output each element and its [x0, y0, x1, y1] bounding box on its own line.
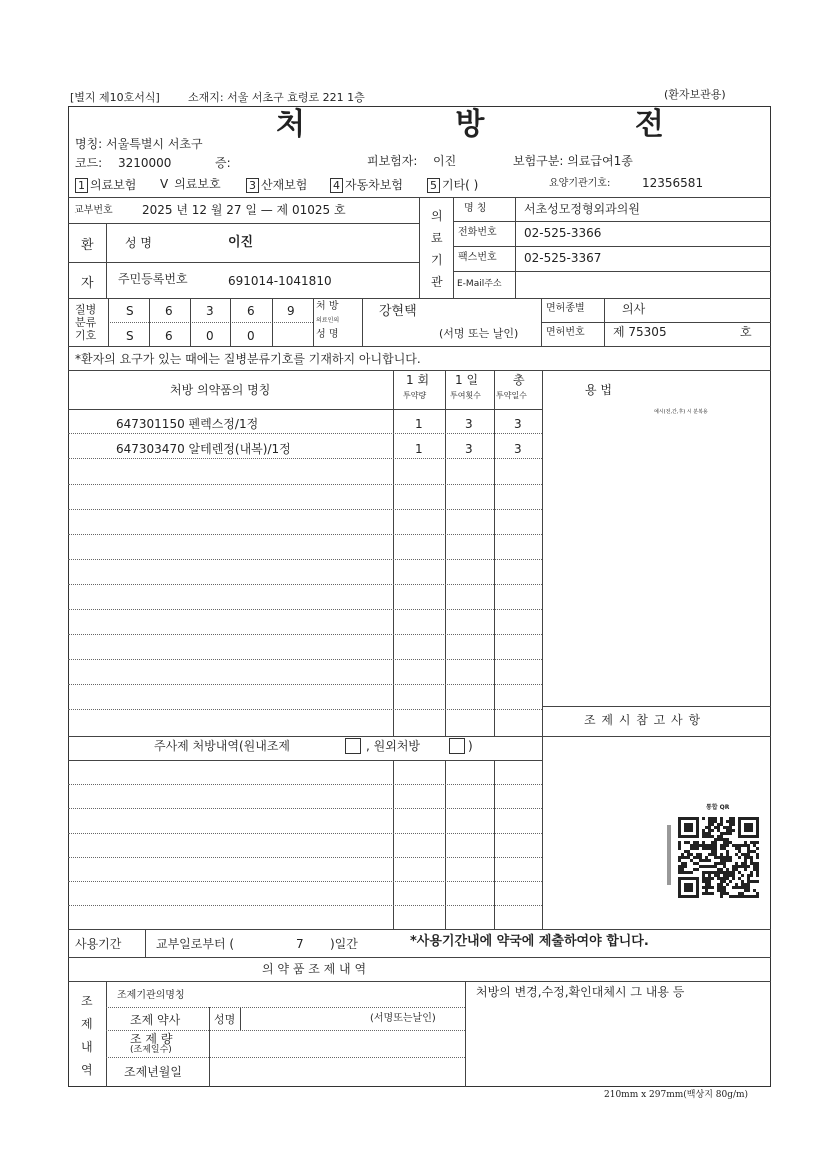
dispense-section-char-1: 조	[81, 994, 93, 1008]
insurance-option-2	[160, 178, 221, 190]
care-code-label: 요양기관기호:	[549, 178, 611, 189]
rx-col-dose-sub: 투약량	[403, 391, 427, 400]
institution-name-label: 명 칭	[464, 203, 487, 214]
dispense-section-char-2: 제	[81, 1017, 93, 1031]
pharmacist-label: 조제 약사	[130, 1013, 181, 1027]
license-number: 제 75305	[613, 325, 667, 339]
disease-label-2: 분류	[75, 316, 97, 329]
rx-col-days: 총	[513, 373, 525, 387]
dispense-title: 의 약 품 조 제 내 역	[262, 962, 367, 976]
option-number-box: 3	[246, 178, 259, 193]
rrn-value: 691014-1041810	[228, 274, 332, 288]
rx-col-freq-sub: 투여횟수	[450, 391, 481, 400]
dispense-org-label: 조제기관의명칭	[117, 990, 185, 1001]
form-title: 처 방 전	[276, 107, 734, 142]
qty-label: 조 제 량	[130, 1032, 173, 1046]
copy-type-label: (환자보관용)	[664, 88, 726, 101]
insurance-option-4	[330, 178, 403, 193]
doctor-sign-note: (서명 또는 날인)	[439, 327, 519, 340]
patient-name: 이진	[228, 235, 254, 250]
license-type: 의사	[622, 302, 646, 316]
rx-col-freq: 1 일	[455, 373, 479, 387]
disease-label-1: 질병	[75, 303, 97, 316]
option-label: 기타( )	[442, 178, 479, 192]
disease-code-char: 9	[287, 304, 295, 318]
dispensing-note-label: 조 제 시 참 고 사 항	[584, 713, 702, 727]
period-text-pre: 교부일로부터 (	[156, 937, 235, 951]
period-label: 사용기간	[75, 937, 122, 951]
option-number-box: 5	[427, 178, 440, 193]
care-code: 12356581	[642, 176, 704, 190]
paper-spec: 210mm x 297mm(백상지 80g/m)	[604, 1090, 749, 1100]
disease-code-char: 3	[206, 304, 214, 318]
dispense-date-label: 조제년월일	[124, 1065, 182, 1079]
option-label: 산재보험	[261, 178, 308, 192]
issue-number: 2025 년 12 월 27 일 — 제 01025 호	[142, 203, 346, 217]
institution-section-char-4: 관	[431, 275, 443, 289]
option-label: 의료보험	[90, 178, 137, 192]
rx-usage-example: 예시(전,간,후) 시 분복용	[654, 409, 708, 415]
doctor-label-bottom: 성 명	[316, 329, 339, 340]
fax-label: 팩스번호	[458, 252, 497, 263]
rx-row-freq: 3	[465, 442, 473, 456]
qty-sub-label: (조제일수)	[130, 1045, 172, 1055]
disease-code-char: S	[126, 304, 134, 318]
rx-row-freq: 3	[465, 417, 473, 431]
institution-section-char-1: 의	[431, 209, 443, 223]
disease-code-char: 0	[206, 329, 214, 343]
disease-code-notice: *환자의 요구가 있는 때에는 질병분류기호를 기재하지 아니합니다.	[75, 352, 421, 366]
option-label: 의료보호	[174, 177, 221, 191]
rx-col-name: 처방 의약품의 명칭	[170, 383, 271, 397]
dispense-section-char-3: 내	[81, 1040, 93, 1054]
dispense-section-char-4: 역	[81, 1063, 93, 1077]
injection-label-2: , 원외처방	[366, 739, 420, 753]
injection-label: 주사제 처방내역(원내조제	[154, 739, 291, 753]
disease-code-char: 6	[165, 304, 173, 318]
period-notice: *사용기간내에 약국에 제출하여야 합니다.	[410, 934, 649, 949]
injection-label-3: )	[468, 739, 473, 753]
insurance-option-5	[427, 178, 478, 193]
disease-label-3: 기호	[75, 329, 97, 342]
issuer-code: 3210000	[118, 156, 172, 170]
patient-section-label-2: 자	[81, 276, 94, 291]
qr-code-icon	[666, 815, 762, 899]
insured-name: 이진	[433, 154, 457, 168]
location-text: 소재지: 서울 서초구 효령로 221 1층	[188, 91, 365, 104]
option-number-box: 4	[330, 178, 343, 193]
disease-code-char: 6	[247, 304, 255, 318]
rx-row-name: 647301150 펜렉스정/1정	[116, 417, 259, 431]
fax-number: 02-525-3367	[524, 251, 602, 265]
rrn-label: 주민등록번호	[118, 272, 188, 286]
option-label: 자동차보험	[345, 178, 403, 192]
institution-name: 서초성모정형외과의원	[524, 202, 640, 216]
rx-row-days: 3	[514, 417, 522, 431]
phone-label: 전화번호	[458, 227, 497, 238]
sign-label: 성명	[214, 1013, 236, 1026]
patient-name-label: 성 명	[125, 236, 152, 250]
in-house-checkbox[interactable]	[345, 738, 361, 754]
option-number-box: 1	[75, 178, 88, 193]
doctor-label-mid: 의료인의	[316, 317, 340, 324]
doctor-name: 강현택	[379, 304, 417, 319]
rx-col-usage: 용 법	[585, 383, 612, 397]
jeung-label: 증:	[215, 156, 231, 170]
insured-label: 피보험자:	[367, 154, 418, 168]
rx-row-dose: 1	[415, 417, 423, 431]
period-text-post: )일간	[330, 937, 358, 951]
disease-code-char: S	[126, 329, 134, 343]
disease-code-char: 6	[165, 329, 173, 343]
period-days: 7	[296, 937, 304, 951]
option-check-mark: V	[160, 177, 169, 191]
disease-code-char: 0	[247, 329, 255, 343]
insurance-option-1	[75, 178, 136, 193]
email-label: E-Mail주소	[457, 279, 502, 289]
dispense-sign-note: (서명또는날인)	[370, 1013, 436, 1024]
patient-section-label: 환	[81, 238, 94, 253]
license-number-label: 면허번호	[546, 327, 585, 338]
form-number: [별지 제10호서식]	[70, 91, 160, 104]
outside-prescription-checkbox[interactable]	[449, 738, 465, 754]
phone-number: 02-525-3366	[524, 226, 602, 240]
issuer-name: 명칭: 서울특별시 서초구	[75, 137, 203, 151]
issue-number-label: 교부번호	[74, 205, 113, 216]
qr-label: 통합 QR	[706, 804, 730, 811]
issuer-code-label: 코드:	[75, 156, 103, 170]
rx-row-name: 647303470 알테렌정(내복)/1정	[116, 442, 291, 456]
license-suffix: 호	[740, 325, 752, 339]
rx-col-days-sub: 투약일수	[496, 391, 527, 400]
license-type-label: 면허종별	[546, 303, 585, 314]
rx-row-dose: 1	[415, 442, 423, 456]
insurance-option-3	[246, 178, 307, 193]
rx-row-days: 3	[514, 442, 522, 456]
insurance-type: 보험구분: 의료급여1종	[513, 154, 633, 168]
change-note: 처방의 변경,수정,확인대체시 그 내용 등	[476, 985, 685, 999]
rx-col-dose: 1 회	[406, 373, 430, 387]
institution-section-char-2: 료	[431, 231, 443, 245]
doctor-label-top: 처 방	[316, 301, 339, 312]
institution-section-char-3: 기	[431, 253, 443, 267]
